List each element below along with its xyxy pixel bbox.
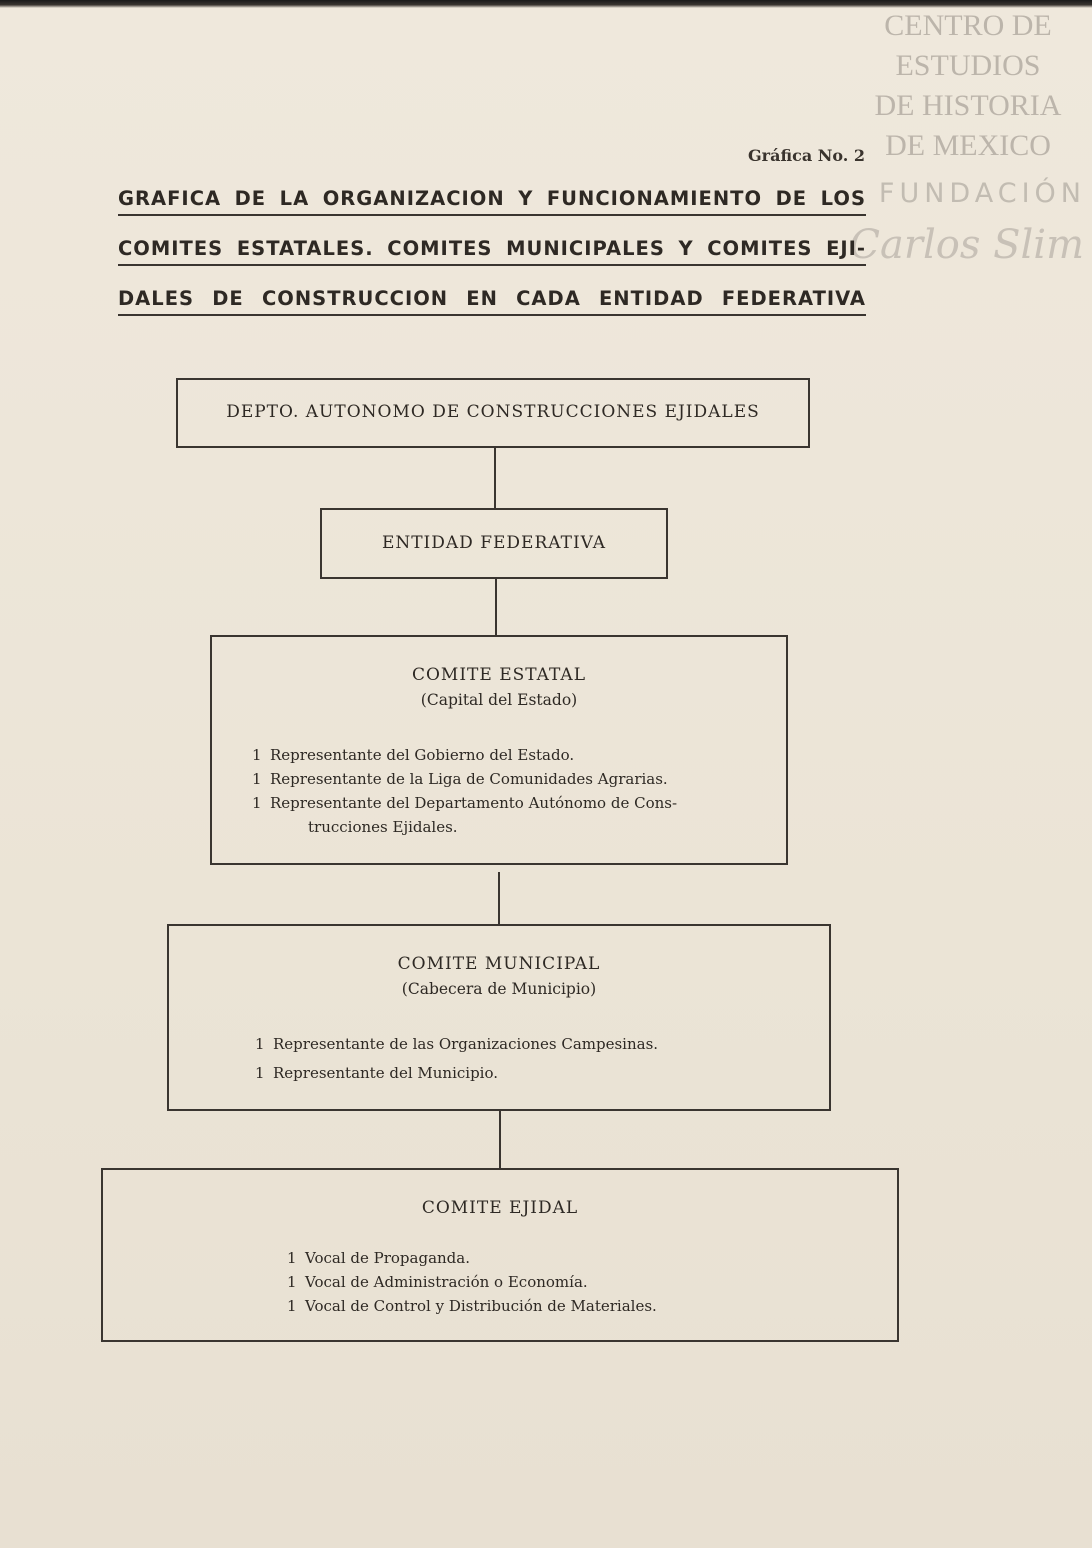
estatal-members <box>252 743 677 839</box>
member-text: Vocal de Propaganda. <box>305 1249 470 1267</box>
chart-title <box>118 184 866 334</box>
list-item <box>255 1059 658 1088</box>
figure-number: Gráfica No. 2 <box>748 146 866 165</box>
member-count: 1 <box>252 746 262 764</box>
member-text: Representante del Municipio. <box>273 1064 499 1082</box>
ejidal-members <box>287 1246 657 1318</box>
list-item <box>287 1246 657 1270</box>
member-text: Vocal de Administración o Economía. <box>305 1273 588 1291</box>
connector-depto-entidad <box>494 448 496 508</box>
member-count: 1 <box>287 1273 297 1291</box>
list-item <box>252 767 677 791</box>
watermark-line-3: DE HISTORIA <box>874 89 1062 122</box>
archive-watermark <box>858 6 1078 166</box>
connector-municipal-ejidal <box>499 1111 501 1168</box>
connector-entidad-estatal <box>495 579 497 635</box>
ejidal-title: COMITE EJIDAL <box>421 1198 579 1218</box>
municipal-title: COMITE MUNICIPAL <box>397 954 601 974</box>
member-text: Representante del Gobierno del Estado. <box>270 746 575 764</box>
member-count: 1 <box>252 794 262 812</box>
estatal-box <box>210 635 788 865</box>
list-item <box>255 1030 658 1059</box>
list-item <box>252 743 677 767</box>
municipal-box <box>167 924 831 1111</box>
member-count: 1 <box>287 1297 297 1315</box>
member-count: 1 <box>255 1035 265 1053</box>
member-text: Vocal de Control y Distribución de Materiales. <box>305 1297 657 1315</box>
depto-title: DEPTO. AUTONOMO DE CONSTRUCCIONES EJIDALES <box>226 402 760 422</box>
ejidal-box <box>101 1168 899 1342</box>
member-text: Representante de las Organizaciones Campesinas. <box>273 1035 659 1053</box>
member-text-continuation: trucciones Ejidales. <box>308 818 458 836</box>
watermark-line-1: CENTRO DE <box>884 9 1052 42</box>
list-item <box>287 1294 657 1318</box>
title-line-1: GRAFICA DE LA ORGANIZACION Y FUNCIONAMIENTO DE LOS <box>118 184 866 216</box>
municipal-subtitle: (Cabecera de Municipio) <box>401 980 597 998</box>
list-item <box>252 791 677 839</box>
entidad-title: ENTIDAD FEDERATIVA <box>381 533 607 553</box>
list-item <box>287 1270 657 1294</box>
member-count: 1 <box>252 770 262 788</box>
member-count: 1 <box>287 1249 297 1267</box>
title-line-3: DALES DE CONSTRUCCION EN CADA ENTIDAD FEDERATIVA <box>118 284 866 316</box>
watermark-line-2: ESTUDIOS <box>895 49 1041 82</box>
watermark-line-4: DE MEXICO <box>885 129 1051 162</box>
estatal-subtitle: (Capital del Estado) <box>420 691 578 709</box>
municipal-members <box>255 1030 658 1088</box>
entidad-box <box>320 508 668 579</box>
watermark-signature: Carlos Slim <box>849 222 1084 268</box>
member-text: Representante de la Liga de Comunidades Agrarias. <box>270 770 668 788</box>
member-text: Representante del Departamento Autónomo de Cons- <box>270 794 678 812</box>
connector-estatal-municipal <box>498 872 500 924</box>
depto-box <box>176 378 810 448</box>
member-count: 1 <box>255 1064 265 1082</box>
title-line-2: COMITES ESTATALES. COMITES MUNICIPALES Y COMITES EJI- <box>118 234 866 266</box>
watermark-fundacion: FUNDACIÓN <box>878 178 1086 209</box>
estatal-title: COMITE ESTATAL <box>411 665 586 685</box>
